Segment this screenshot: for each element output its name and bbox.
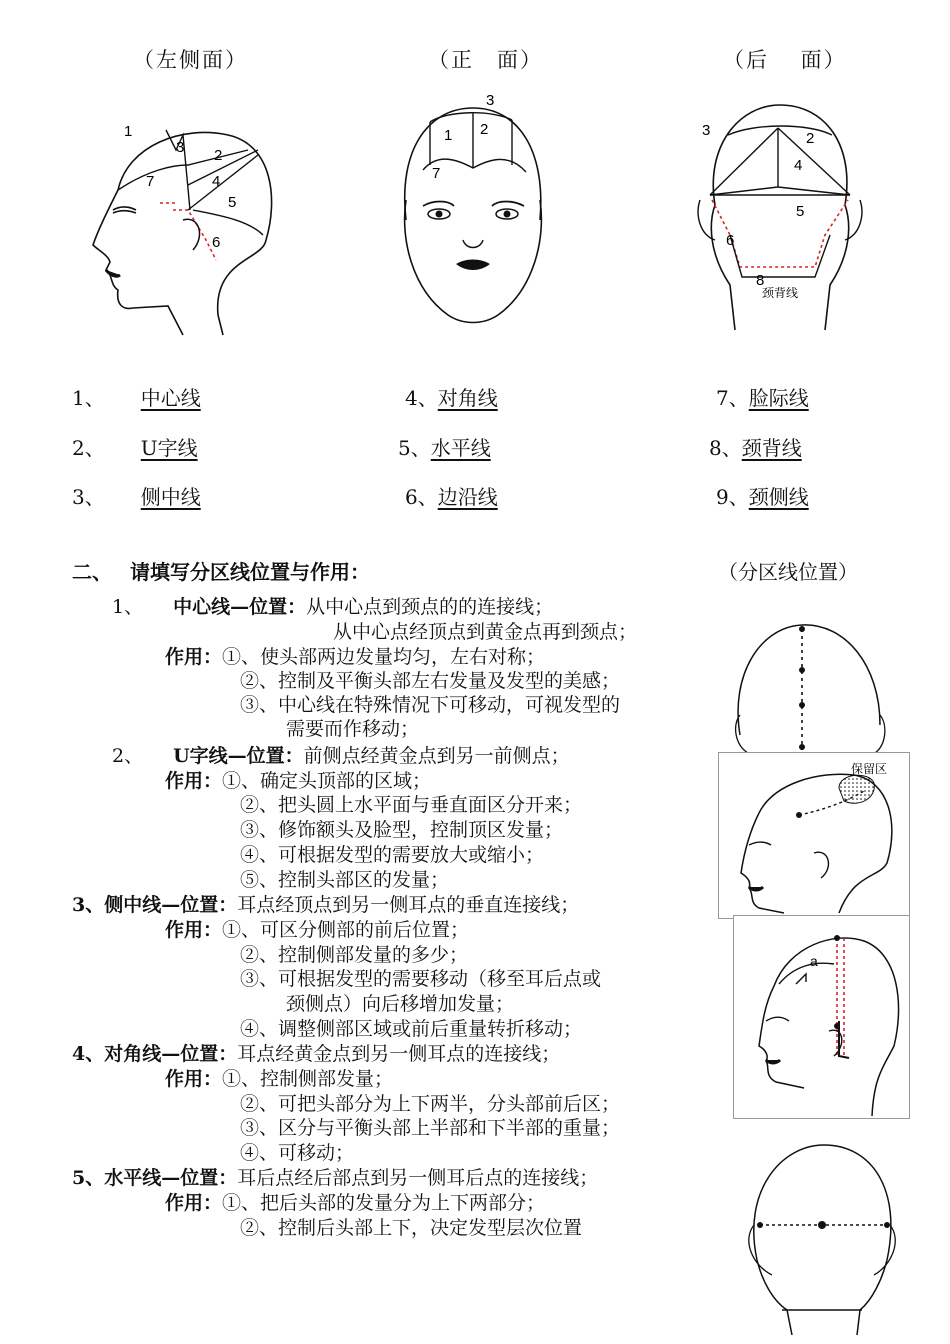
legend-item-6: 6、边沿线 [405, 485, 498, 509]
front-fig-number-7: 7 [432, 165, 441, 182]
legend-item-3: 3、 侧中线 [72, 485, 201, 509]
back-fig-number-3: 3 [702, 122, 711, 139]
legend-item-8: 8、颈背线 [709, 436, 802, 460]
legend-item-2: 2、 U字线 [72, 436, 198, 460]
item-2-line-1: 2、 U字线—位置：前侧点经黄金点到另一前侧点； [112, 745, 570, 767]
back-fig-number-8: 8 [756, 272, 765, 289]
item-4-line-3: ②、可把头部分为上下两半，分头部前后区； [240, 1093, 621, 1115]
side-figure-u-line [718, 752, 910, 919]
legend-item-5: 5、水平线 [398, 436, 491, 460]
item-1-line-6: 需要而作移动； [286, 718, 420, 740]
item-1-line-4: ②、控制及平衡头部左右发量及发型的美感； [240, 670, 621, 692]
item-2-line-6: ⑤、控制头部区的发量； [240, 869, 450, 891]
item-5-line-1: 5、水平线—位置：耳后点经后部点到另一侧耳后点的连接线； [72, 1167, 599, 1189]
item-1-line-2: 从中心点经顶点到黄金点再到颈点； [333, 621, 638, 643]
legend-item-1: 1、 中心线 [72, 386, 201, 410]
item-3-line-6: ④、调整侧部区域或前后重量转折移动； [240, 1018, 583, 1040]
front-fig-number-1: 1 [444, 127, 453, 144]
item-4-line-2: 作用：①、控制侧部发量； [165, 1068, 394, 1090]
legend-item-9: 9、颈侧线 [716, 485, 809, 509]
left-fig-number-5: 5 [228, 194, 237, 211]
item-1-line-1: 1、 中心线—位置：从中心点到颈点的的连接线； [112, 596, 554, 618]
left-profile-head-figure [88, 110, 288, 340]
section-right-label: （分区线位置） [718, 560, 858, 584]
arc-label-a: a [810, 953, 818, 969]
left-fig-number-7: 7 [146, 173, 155, 190]
legend-item-7: 7、脸际线 [716, 386, 809, 410]
back-fig-number-2: 2 [806, 130, 815, 147]
side-figure-side-center-line [733, 915, 910, 1119]
back-fig-number-5: 5 [796, 203, 805, 220]
left-fig-number-4: 4 [212, 173, 221, 190]
left-fig-number-1: 1 [124, 123, 133, 140]
back-fig-number-6: 6 [726, 232, 735, 249]
item-1-line-3: 作用：①、使头部两边发量均匀，左右对称； [165, 646, 546, 668]
item-2-line-4: ③、修饰额头及脸型，控制顶区发量； [240, 819, 564, 841]
item-2-line-5: ④、可根据发型的需要放大或缩小； [240, 844, 545, 866]
legend-item-4: 4、对角线 [405, 386, 498, 410]
item-3-line-2: 作用：①、可区分侧部的前后位置； [165, 919, 470, 941]
front-fig-number-2: 2 [480, 121, 489, 138]
item-3-line-3: ②、控制侧部发量的多少； [240, 944, 469, 966]
back-fig-number-4: 4 [794, 157, 803, 174]
left-fig-number-3: 3 [176, 139, 185, 156]
front-fig-number-3: 3 [486, 92, 495, 109]
section-title: 请填写分区线位置与作用： [130, 560, 370, 584]
item-4-line-4: ③、区分与平衡头部上半部和下半部的重量； [240, 1117, 621, 1139]
item-2-line-3: ②、把头圆上水平面与垂直面区分开来； [240, 794, 583, 816]
item-5-line-2: 作用：①、把后头部的发量分为上下两部分； [165, 1192, 546, 1214]
view-label-left: （左侧面） [133, 48, 248, 72]
back-head-figure [690, 95, 870, 335]
side-figure-center-line [730, 615, 920, 755]
item-4-line-5: ④、可移动； [240, 1142, 355, 1164]
item-4-line-1: 4、对角线—位置：耳点经黄金点到另一侧耳点的连接线； [72, 1043, 561, 1065]
reserve-area-label: 保留区 [851, 762, 888, 776]
item-5-line-3: ②、控制后头部上下，决定发型层次位置 [240, 1217, 583, 1239]
item-2-line-2: 作用：①、确定头顶部的区域； [165, 770, 432, 792]
side-figure-horizontal-line [732, 1130, 922, 1340]
section-number: 二、 [72, 560, 112, 584]
view-label-front: （正 面） [428, 48, 543, 72]
back-fig-caption: 颈背线 [762, 286, 799, 300]
item-3-line-5: 颈侧点）向后移增加发量； [286, 993, 515, 1015]
item-1-line-5: ③、中心线在特殊情况下可移动，可视发型的 [240, 694, 621, 716]
item-3-line-1: 3、侧中线—位置：耳点经顶点到另一侧耳点的垂直连接线； [72, 894, 580, 916]
item-3-line-4: ③、可根据发型的需要移动（移至耳后点或 [240, 968, 602, 990]
left-fig-number-2: 2 [214, 147, 223, 164]
front-head-figure [388, 90, 558, 340]
view-label-back: （后 面） [723, 48, 847, 72]
left-fig-number-6: 6 [212, 234, 221, 251]
